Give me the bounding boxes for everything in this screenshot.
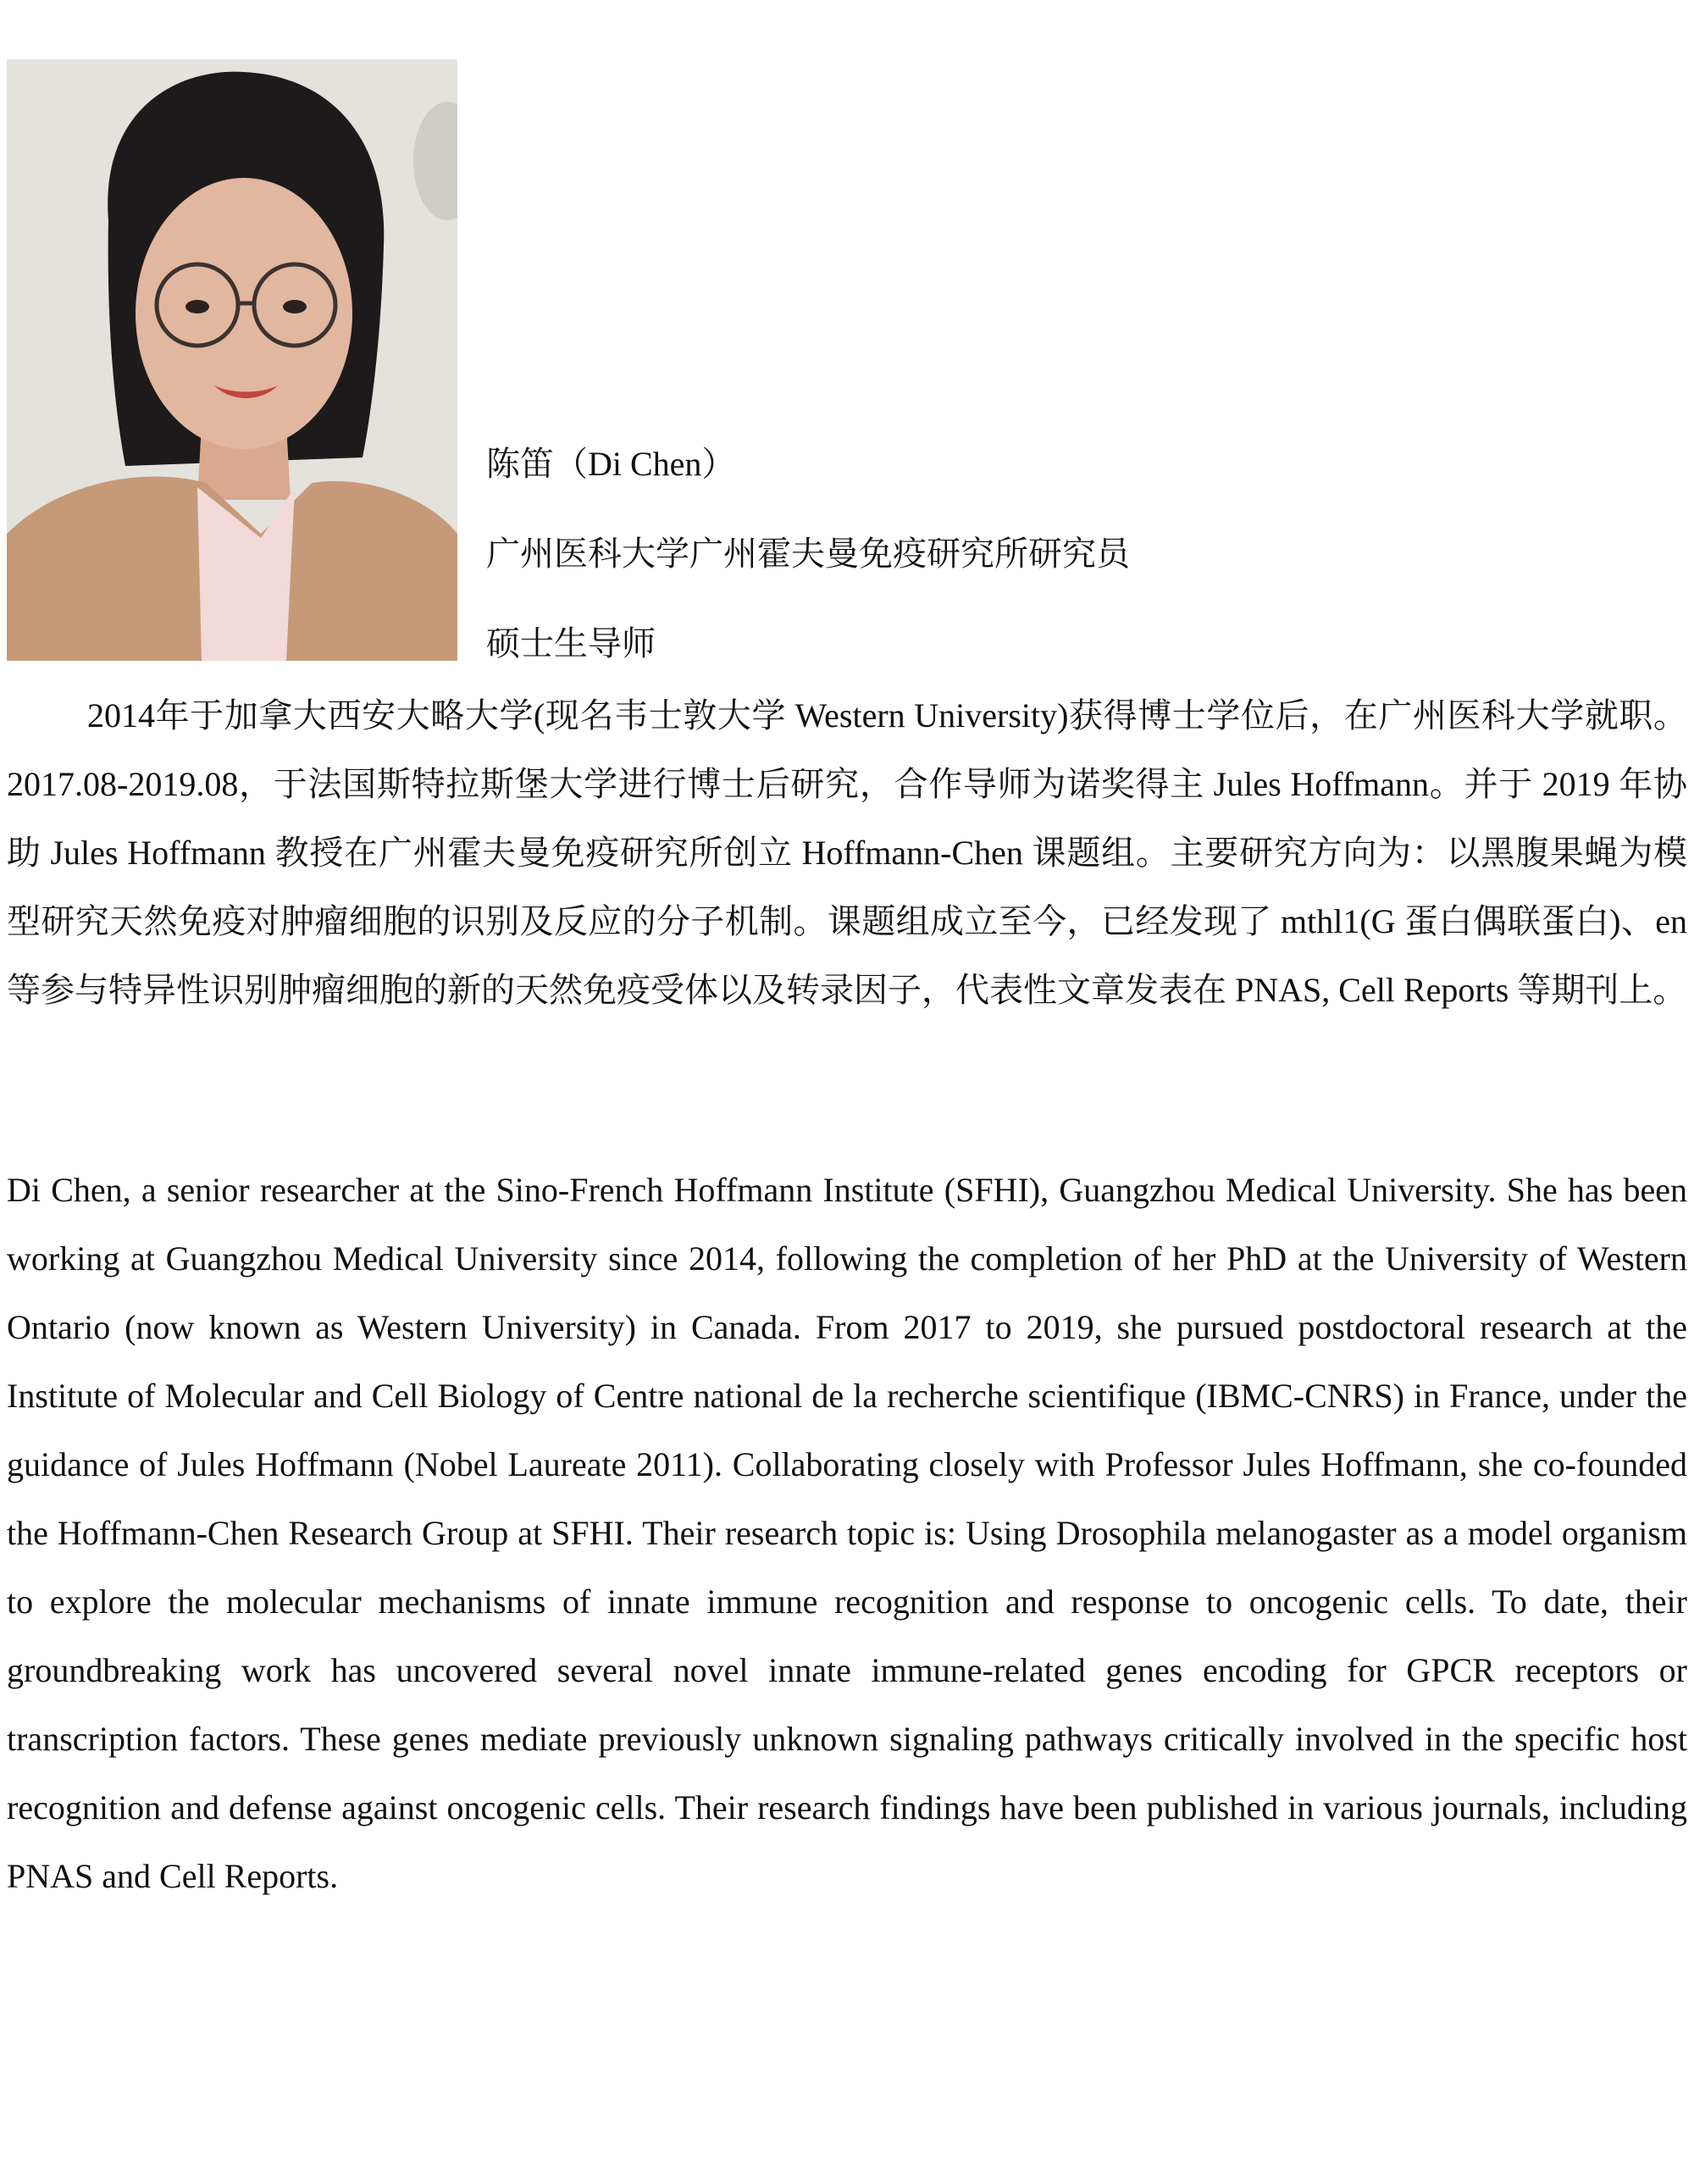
bio-chinese: 2014年于加拿大西安大略大学(现名韦士敦大学 Western University)获得博士学位后，在广州医科大学就职。2017.08-2019.08，于法国斯特拉斯堡大学进行博士后研究，合作导师为诺奖得主 Jules Hoffmann。并于 2019 年协助 Jules Hoffmann 教授在广州霍夫曼免疫研究所创立 Hoffmann-Chen 课题组。主要研究方向为：以黑腹果蝇为模型研究天然免疫对肿瘤细胞的识别及反应的分子机制。课题组成立至今，已经发现了 mthl1(G 蛋白偶联蛋白)、en 等参与特异性识别肿瘤细胞的新的天然免疫受体以及转录因子，代表性文章发表在 PNAS, Cell Reports 等期刊上。: [7, 696, 1687, 1009]
person-title: 广州医科大学广州霍夫曼免疫研究所研究员: [486, 535, 1130, 573]
bio-english: Di Chen, a senior researcher at the Sino-French Hoffmann Institute (SFHI), Guangzhou Medical University. She has been working at Guangzhou Medical University since 2014, following the completion of her PhD at the University of Western Ontario (now known as Western University) in Canada. From 2017 to 2019, she pursued postdoctoral research at the Institute of Molecular and Cell Biology of Centre national de la recherche scientifique (IBMC-CNRS) in France, under the guidance of Jules Hoffmann (Nobel Laureate 2011). Collaborating closely with Professor Jules Hoffmann, she co-founded the Hoffmann-Chen Research Group at SFHI. Their research topic is: Using Drosophila melanogaster as a model organism to explore the molecular mechanisms of innate immune recognition and response to oncogenic cells. To date, their groundbreaking work has uncovered several novel innate immune-related genes encoding for GPCR receptors or transcription factors. These genes mediate previously unknown signaling pathways critically involved in the specific host recognition and defense against oncogenic cells. Their research findings have been published in various journals, including PNAS and Cell Reports.: [7, 1171, 1687, 1895]
portrait-photo: [7, 59, 457, 661]
person-name: 陈笛（Di Chen）: [486, 445, 736, 483]
person-role: 硕士生导师: [486, 624, 656, 662]
profile-header: [486, 419, 1130, 689]
